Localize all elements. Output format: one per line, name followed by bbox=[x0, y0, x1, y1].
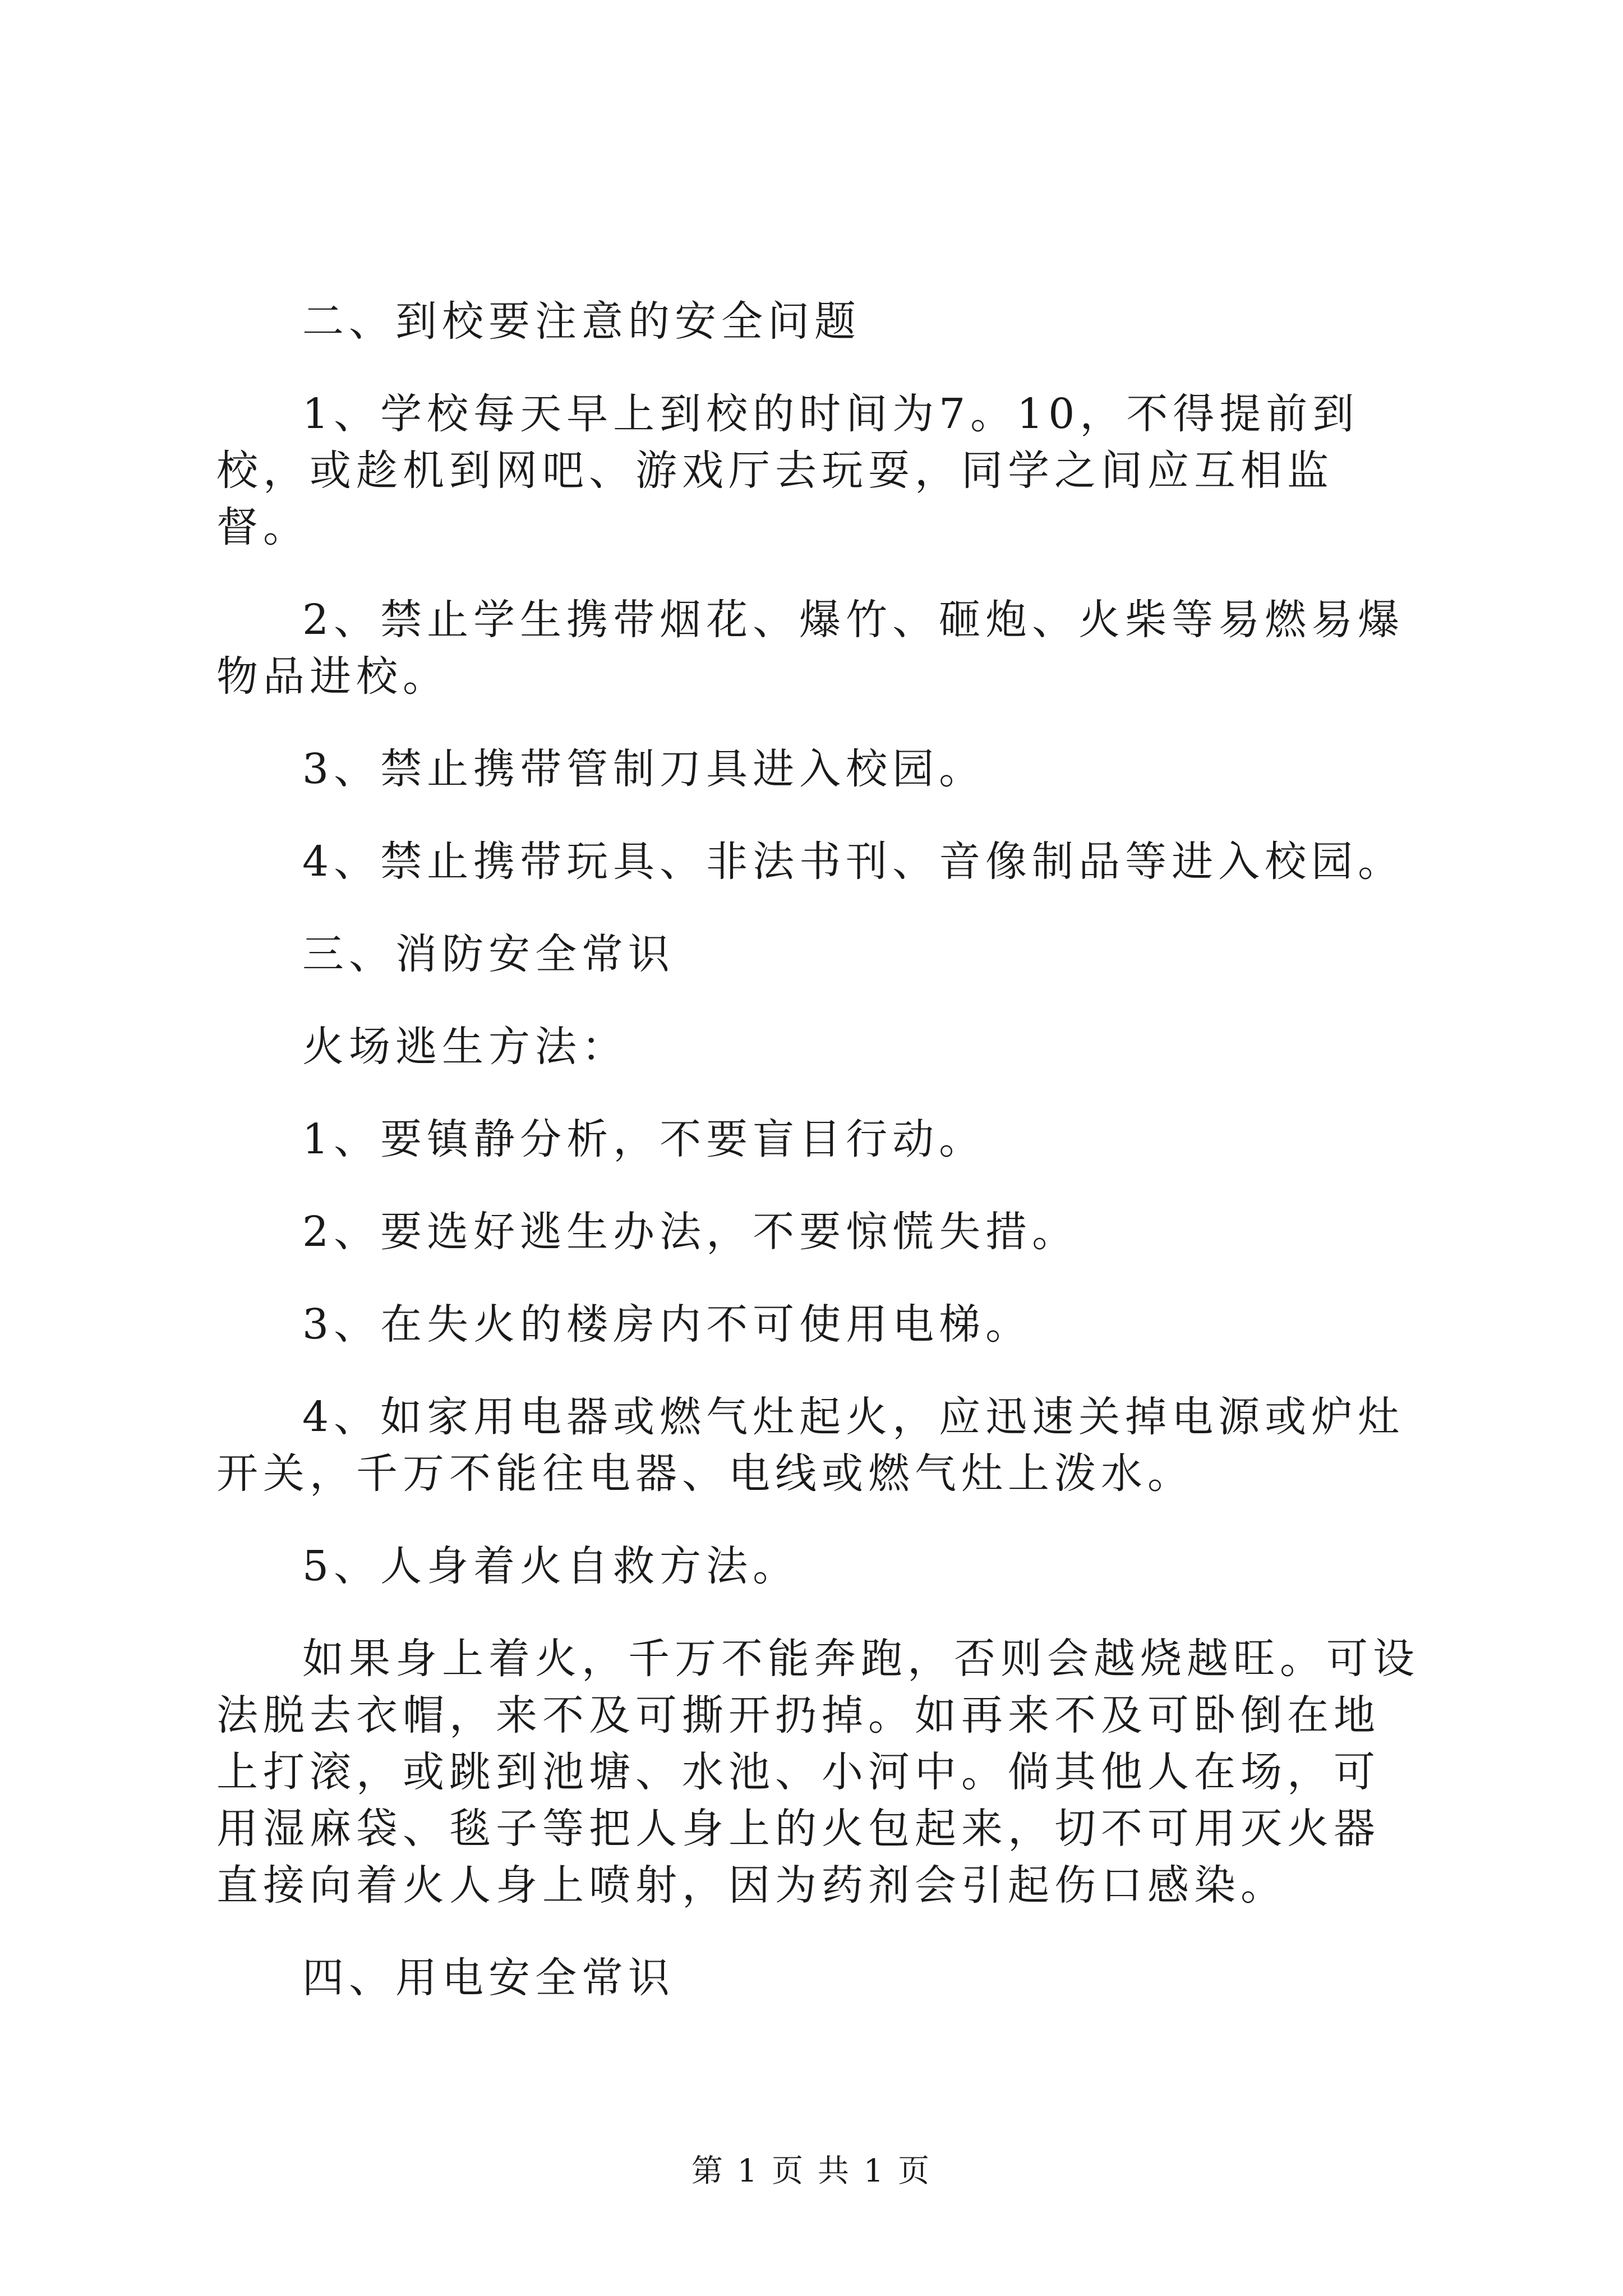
paragraph-clothes-on-fire: 如果身上着火，千万不能奔跑，否则会越烧越旺。可设法脱去衣帽，来不及可撕开扔掉。如再来不及可卧倒在地上打滚，或跳到池塘、水池、小河中。倘其他人在场，可用湿麻袋、毯子等把人身上的火包起来，切不可用灭火器直接向着火人身上喷射，因为药剂会引起伤口感染。 bbox=[216, 1635, 1419, 1910]
paragraph-escape-methods: 火场逃生方法： bbox=[302, 1023, 628, 1071]
paragraph-no-elevator: 3、在失火的楼房内不可使用电梯。 bbox=[302, 1300, 1032, 1349]
section-heading-3: 三、消防安全常识 bbox=[302, 930, 675, 978]
paragraph-toys: 4、禁止携带玩具、非法书刊、音像制品等进入校园。 bbox=[302, 838, 1405, 886]
paragraph-fireworks: 2、禁止学生携带烟花、爆竹、砸炮、火柴等易燃易爆物品进校。 bbox=[216, 596, 1405, 701]
page-footer: 第 1 页 共 1 页 bbox=[691, 2153, 932, 2189]
document-body bbox=[216, 293, 1422, 2007]
paragraph-knives: 3、禁止携带管制刀具进入校园。 bbox=[302, 745, 986, 793]
paragraph-stay-calm: 1、要镇静分析，不要盲目行动。 bbox=[302, 1115, 986, 1163]
paragraph-self-rescue: 5、人身着火自救方法。 bbox=[302, 1542, 800, 1590]
section-heading-2: 二、到校要注意的安全问题 bbox=[302, 297, 861, 346]
section-heading-4: 四、用电安全常识 bbox=[302, 1954, 675, 2002]
paragraph-choose-method: 2、要选好逃生办法，不要惊慌失措。 bbox=[302, 1208, 1079, 1256]
paragraph-appliance-fire: 4、如家用电器或燃气灶起火，应迅速关掉电源或炉灶开关，千万不能往电器、电线或燃气灶上泼水。 bbox=[216, 1393, 1405, 1498]
paragraph-arrival-time: 1、学校每天早上到校的时间为7。10，不得提前到校，或趁机到网吧、游戏厅去玩耍，同学之间应互相监督。 bbox=[216, 390, 1359, 551]
